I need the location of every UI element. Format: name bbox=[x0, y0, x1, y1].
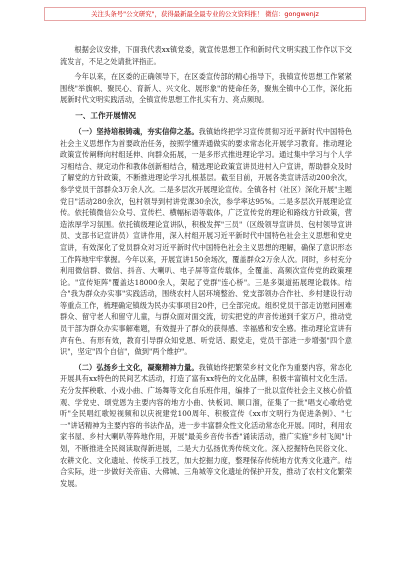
item-2-lead: （二）弘扬乡土文化，凝聚精神力量。 bbox=[74, 362, 199, 372]
item-2-paragraph bbox=[60, 362, 352, 490]
item-1-lead: （一）坚持培根铸魂，夯实信仰之基。 bbox=[74, 126, 199, 136]
promo-banner[interactable]: 关注头条号"公文研究"，获得最新最全最专业的公文资料推！ 微信：gongwenjz bbox=[44, 7, 366, 21]
document-page bbox=[60, 44, 352, 572]
item-1-paragraph bbox=[60, 126, 352, 358]
item-2-body: 我镇始终把繁荣乡村文化作为重要内容，常态化开展具有xx特色的民间艺术活动，打造了富有xx特色的文化品牌，积极丰富镇村文化生活。充分发挥秧歌、小戏小曲、广场舞等文化自乐班作用，编排了一批以宣传社会主义核心价值观、学党史、颂党恩为主要内容的地方小曲、快板词、顺口溜，征集了一批"唱支心歌给党听"全民唱红歌短视频和以庆祝建党100周年、积极宣传《xx市文明行为促进条例》、"七一"讲话精神为主要内容的书法作品，进一步丰富群众性文化活动常态化开展。同时，利用农家书屋、乡村大喇叭等阵地作用，开展"最美乡音传书香"诵读活动，推广实施"乡村飞阅"计划，不断推进全民阅读取得新进展，二是大力弘扬优秀传统文化。深入挖掘特色民俗文化、农耕文化、文化遗址、传统手工技艺，加大挖掘力度，整理保存传统地方优秀文化遗产。结合实际，进一步做好关帝庙、大佛城、三角城等文化遗址的保护开发，推动了农村文化繁荣发展。 bbox=[60, 362, 352, 488]
intro-paragraph: 根据会议安排，下面我代表xx镇党委，就宣传思想工作和新时代文明实践工作作以下交流发言，不足之处请批评指正。 bbox=[60, 45, 352, 66]
overview-paragraph: 今年以来，在区委的正确领导下，在区委宣传部的精心指导下，我镇宣传思想工作紧紧围绕"举旗帜、聚民心、育新人、兴文化、展形象"的使命任务，聚焦全镇中心工作，深化拓展新时代文明实践活动，全镇宣传思想工作扎实有力、亮点频现。 bbox=[60, 72, 352, 105]
item-1-body: 我镇始终把学习宣传贯彻习近平新时代中国特色社会主义思想作为首要政治任务，按照学懂弄通做实的要求常态化开展学习教育。推动理论政策宣传阐释向村组延伸、向群众拓展，一是多形式推进理论学习。通过集中学习与个人学习相结合、规定动作和教体创新相结合，精选理论政策宣讲员进村入户宣讲，帮助群众及时了解党的方针政策，不断推进理论学习扎根基层。截至目前，开展各类宣讲活动200余次，参学党员干部群众3万余人次。二是多层次开展理论宣传。全镇各村（社区）深化开展"主题党日"活动280余次，包村领导到村讲党课30余次，参学率达95%。二是多层次开展理论宣传。依托镇微信公众号、宣传栏、横幅标语等载体，广泛宣传党的理论和路线方针政策，营造浓厚学习氛围。依托镇级理论宣讲队，积极发挥"三员"（区级领导宣讲员、包村领导宣讲员、支部书记宣讲员）宣讲作用，深入村组开展习近平新时代中国特色社会主义思想和党史宣讲，有效深化了党员群众对习近平新时代中国特色社会主义思想的理解，确保了意识形态工作阵地牢牢掌握。今年以来，开展宣讲150余场次，覆盖群众2万余人次。同时，乡村充分利用微信群、微信、抖音、大喇叭、电子屏等宣传载体，全覆盖、高频次宣传党的政策理论。"宣传矩阵"覆盖达18000余人，架起了党群"连心桥"。三是多渠道拓展理论载体。结合"我为群众办实事"实践活动，围绕农村人居环境整治、党支部领办合作社、乡村建设行动等重点工作，梳理确定镇级为民办实事项目20件，已全部完成。组织党员干部走访慰问困难群众、留守老人和留守儿童，与群众面对面交流，切实把党的声音传递到千家万户，推动党员干部为群众办实事解难题，有效提升了群众的获得感、幸福感和安全感。推动理论宣讲有声有色、有形有效，教育引导群众知党恩、听党话、跟党走，党员干部进一步增强"四个意识"，坚定"四个自信"，做到"两个维护"。 bbox=[60, 126, 352, 357]
section-heading: 一、工作开展情况 bbox=[75, 110, 136, 120]
